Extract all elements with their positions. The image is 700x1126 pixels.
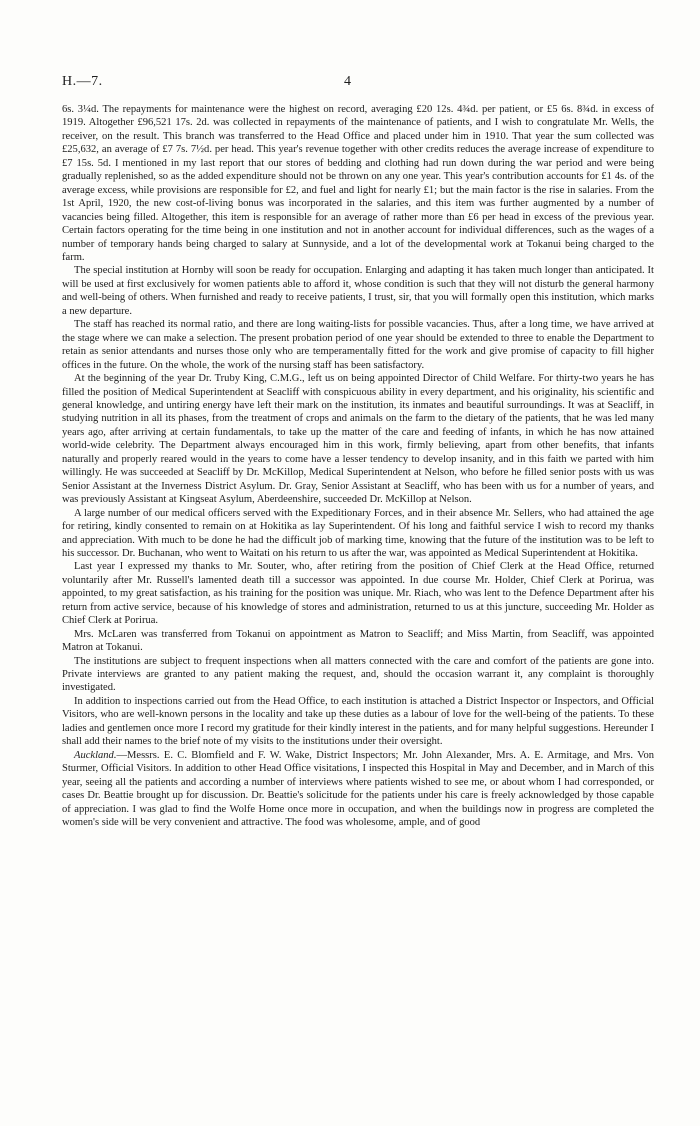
- paragraph-district-inspectors: In addition to inspections carried out from the Head Office, to each institution is attached a District Inspector or Inspectors, and Official Visitors, who are well-known persons in the locality and take up these duties as a labour of love for the well-being of the patients. To these ladies and gentlemen once more I record my gratitude for their kindly interest in the patients, and for many helpful suggestions. Hereunder I shall add their names to the brief note of my visits to the institutions under their oversight.: [62, 695, 654, 748]
- auckland-heading: Auckland.: [74, 749, 117, 761]
- paragraph-inspections: The institutions are subject to frequent inspections when all matters connected with the care and comfort of the patients are gone into. Private interviews are granted to any patient making the request, and, should the occasion warrant it, any complaint is thoroughly investigated.: [62, 655, 654, 694]
- page-number: 4: [344, 74, 351, 89]
- paragraph-expenditure: 6s. 3¼d. The repayments for maintenance were the highest on record, averaging £20 12s. 4¾d. per patient, or £5 6s. 8¾d. in excess of 1919. Altogether £96,521 17s. 2d. was collected in repayments of the maintenance of patients, and I wish to congratulate Mr. Wells, the receiver, on the result. This branch was transferred to the Head Office and placed under him in 1910. That year the sum collected was £25,632, an average of £7 7s. 7½d. per head. This year's revenue together with other credits reduces the average increase of expenditure to £7 15s. 5d. I mentioned in my last report that our stores of bedding and clothing had run down during the war period and were being gradually replenished, so as the added expenditure should not be thrown on any one year. This year's contribution accounts for £1 4s. of the average excess, while provisions are responsible for £2, and fuel and light for nearly £1; but the main factor is the rise in salaries. From the 1st April, 1920, the new cost-of-living bonus was incorporated in the salaries, and this item was further augmented by a number of vacancies being filled. Altogether, this item is responsible for an average of rather more than £6 per head in excess of the previous year. Certain factors operating for the time being in one institution and not in another account for individual differences, such as the wages of a number of temporary hands being charged to salary at Sunnyside, and a lot of the developmental work at Tokanui being charged to the farm.: [62, 104, 654, 263]
- document-body: [62, 103, 654, 829]
- paragraph-hornby-institution: The special institution at Hornby will soon be ready for occupation. Enlarging and adapting it has taken much longer than anticipated. It will be used at first exclusively for women patients able to afford it, whose condition is such that they will not disturb the general harmony and well-being of others. When furnished and ready to receive patients, I trust, sir, that you will formally open this institution, which marks a new departure.: [62, 265, 654, 317]
- paragraph-truby-king: At the beginning of the year Dr. Truby King, C.M.G., left us on being appointed Director of Child Welfare. For thirty-two years he has filled the position of Medical Superintendent at Seacliff with conspicuous ability in every department, and his originality, his scientific and general knowledge, and untiring energy have left their mark on the institution, its inmates and beautiful surroundings. It was at Seacliff, in studying nutrition in all its phases, from the treatment of crops and animals on the farm to the dietary of the patients, that he was led many years ago, after arriving at certain fundamentals, to take up the matter of the care and feeding of infants, in which he has now attained world-wide celebrity. The Department always encouraged him in this work, firmly believing, apart from other benefits, that infants naturally and properly reared would in the years to come have a lesser tendency to develop insanity, and in this faith we parted with him willingly. He was succeeded at Seacliff by Dr. McKillop, Medical Superintendent at Nelson, who before he filled senior posts with us was Senior Assistant at the Inverness District Asylum. Dr. Gray, Senior Assistant at Seacliff, who has been with us for a number of years, and was previously Assistant at Kingseat Asylum, Aberdeenshire, succeeded Dr. McKillop at Nelson.: [62, 373, 654, 506]
- auckland-text: —Messrs. E. C. Blomfield and F. W. Wake, District Inspectors; Mr. John Alexander, Mrs. A. E. Armitage, and Mrs. Von Sturmer, Official Visitors. In addition to other Head Office visitations, I inspected this Hospital in May and December, and in March of this year, seeing all the patients and according a number of interviews where patients wished to see me, or about whom I had corresponded, or cases Dr. Beattie brought up for discussion. Dr. Beattie's solicitude for the patients under his care is freely acknowledged by those capable of appreciation. I was glad to find the Wolfe Home once more in occupation, and when the buildings now in progress are completed the women's side will be very convenient and attractive. The food was wholesome, ample, and of good: [62, 749, 654, 829]
- paragraph-medical-officers: A large number of our medical officers served with the Expeditionary Forces, and in their absence Mr. Sellers, who had attained the age for retiring, kindly consented to remain on at Hokitika as lay Superintendent. Of his long and faithful service I wish to record my thanks and appreciation. With much to be done he had the difficult job of marking time, knowing that the future of the institution was to be left to his successor. Dr. Buchanan, who went to Waitati on his return to us after the war, was appointed as Medical Superintendent at Hokitika.: [62, 507, 654, 559]
- page-header: [62, 74, 652, 92]
- paragraph-matrons: Mrs. McLaren was transferred from Tokanui on appointment as Matron to Seacliff; and Miss Martin, from Seacliff, was appointed Matron at Tokanui.: [62, 628, 654, 654]
- paragraph-staff: The staff has reached its normal ratio, and there are long waiting-lists for possible vacancies. Thus, after a long time, we have arrived at the stage where we can make a selection. The present probation period of one year should be extended to three to enable the Department to retain as senior attendants and nurses those only who are temperamentally fitted for the work and give promise of capacity to fill higher offices in the future. On the whole, the work of the nursing staff has been satisfactory.: [62, 319, 654, 371]
- document-code: H.—7.: [62, 74, 103, 89]
- paragraph-chief-clerk: Last year I expressed my thanks to Mr. Souter, who, after retiring from the position of Chief Clerk at the Head Office, returned voluntarily after Mr. Russell's lamented death till a successor was appointed. In due course Mr. Holder, Chief Clerk at Porirua, was appointed, to my great satisfaction, as his training for the position was unique. Mr. Riach, who was lent to the Defence Department after his return from active service, because of his knowledge of stores and administration, returned to us at this juncture, succeeding Mr. Holder as Chief Clerk at Porirua.: [62, 561, 654, 627]
- paragraph-auckland: [62, 749, 654, 830]
